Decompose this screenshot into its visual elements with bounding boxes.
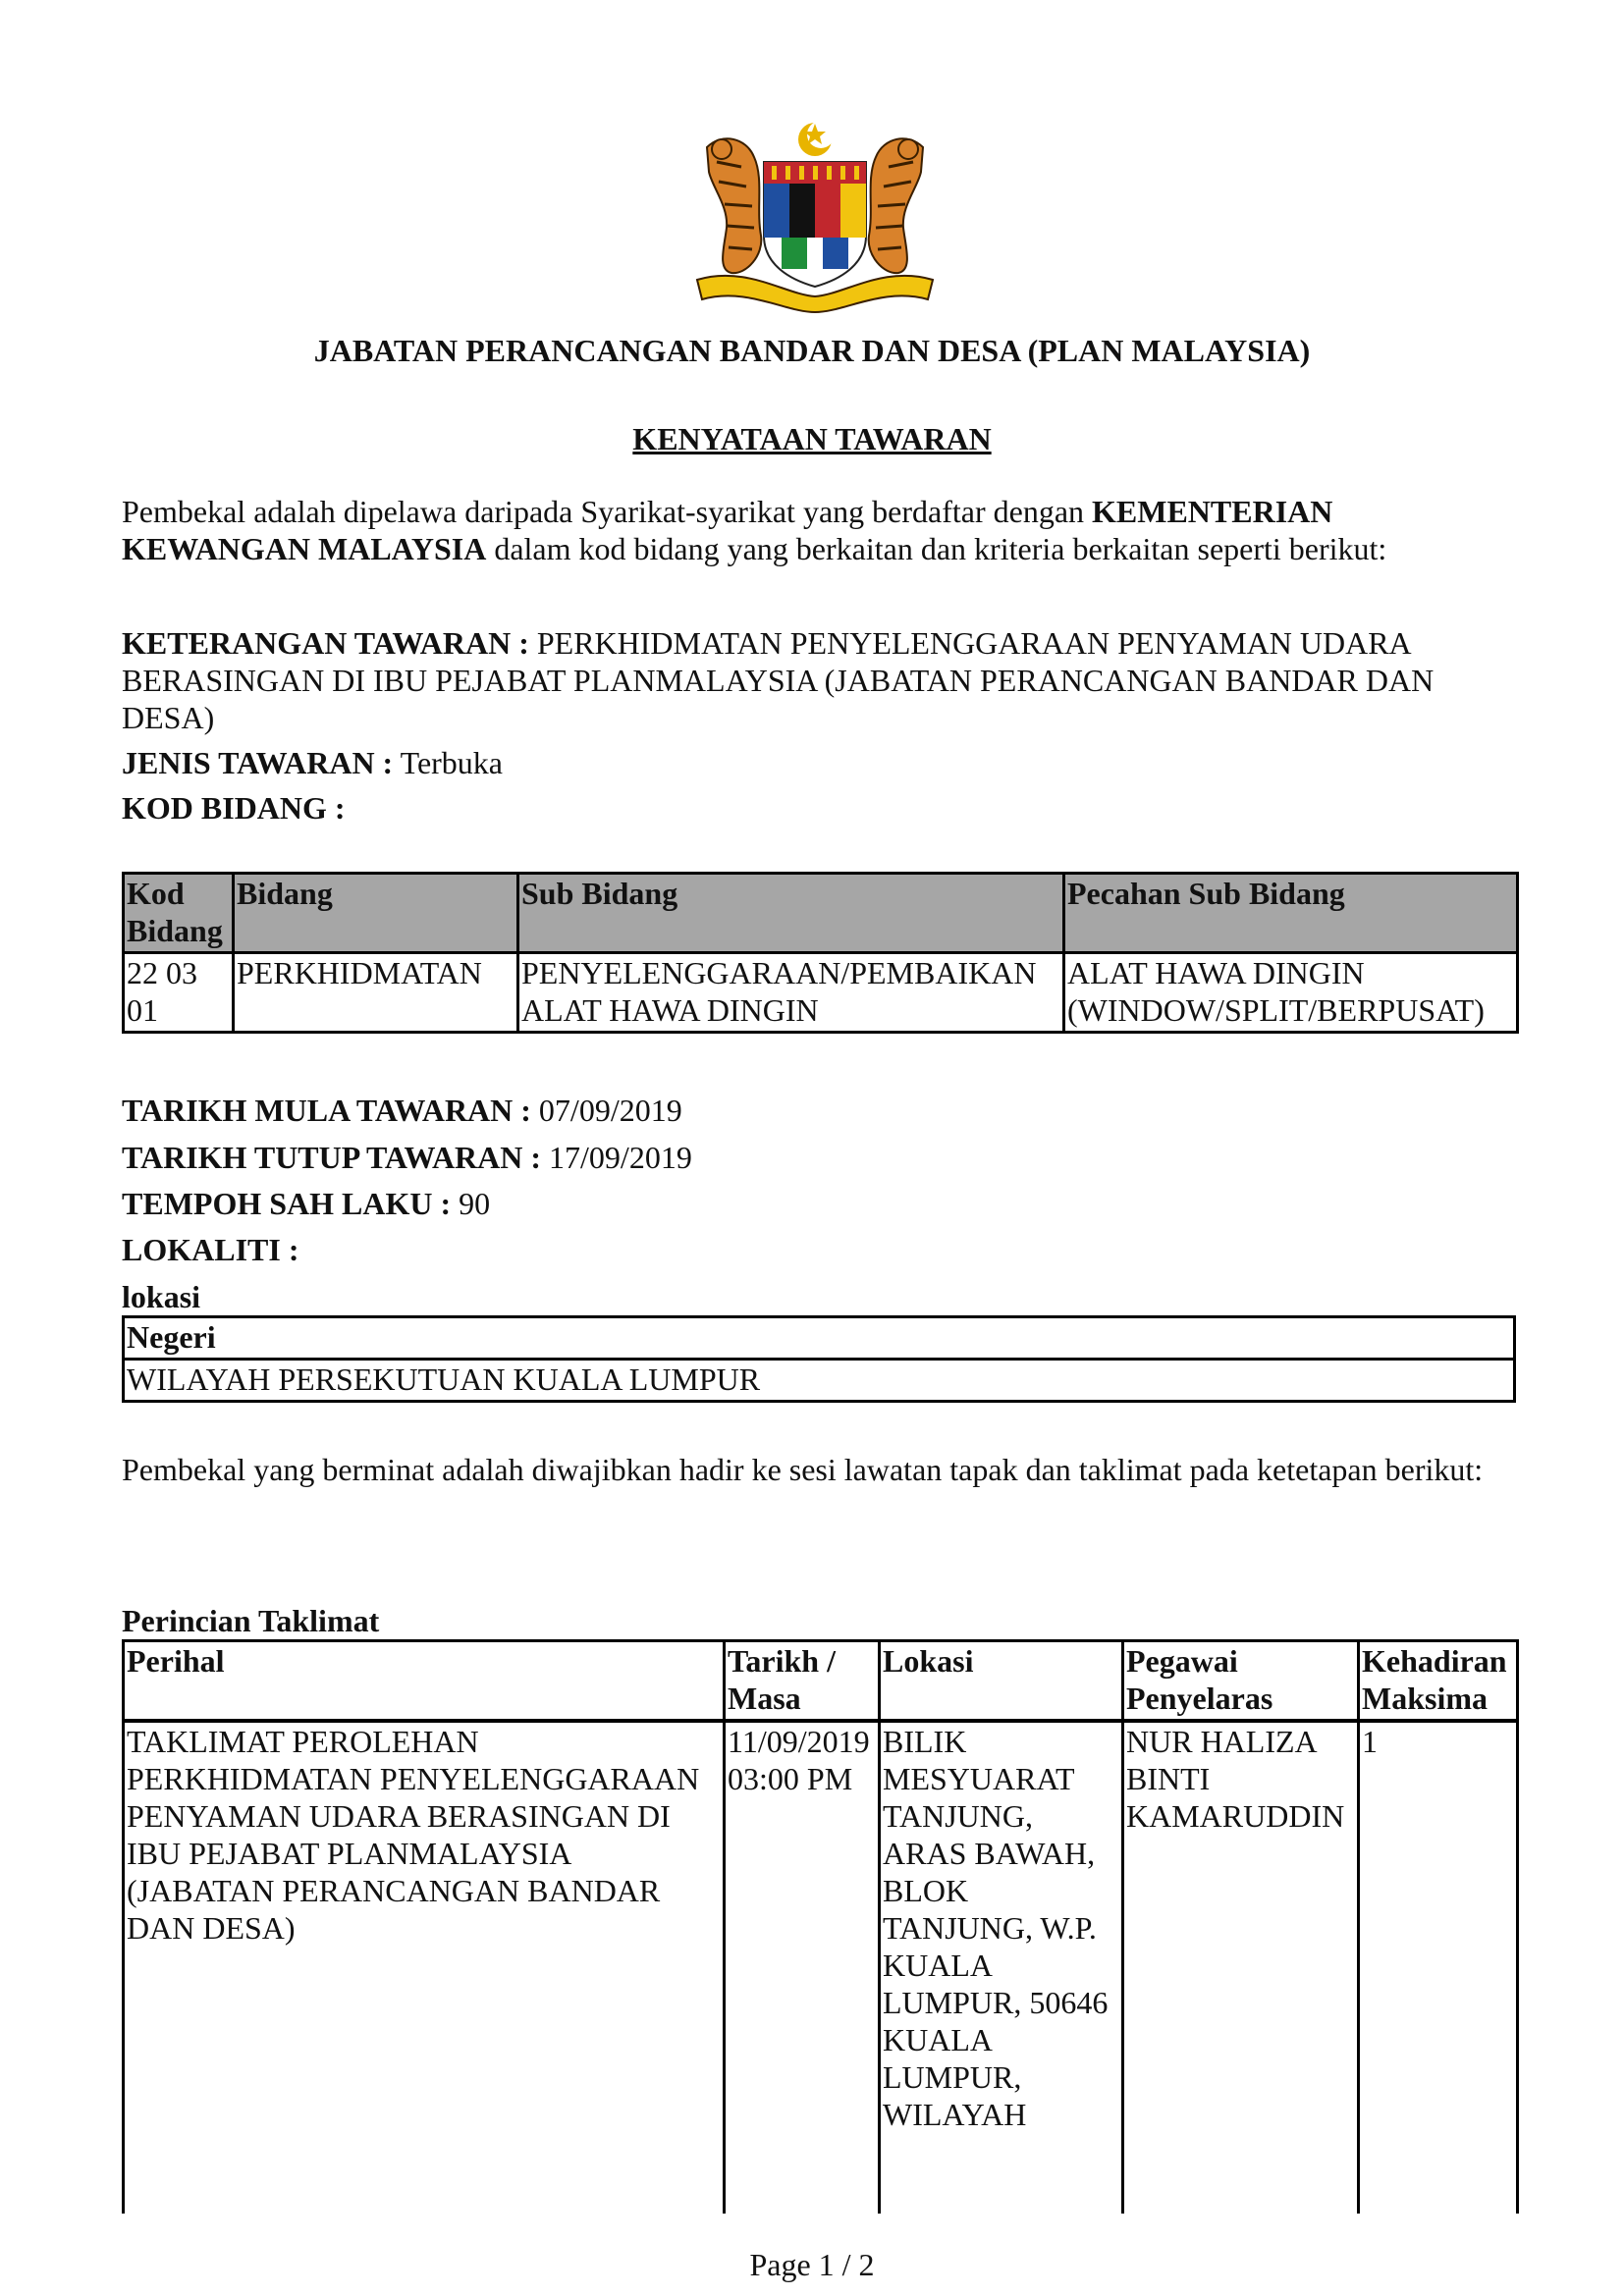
document-title: KENYATAAN TAWARAN: [632, 421, 992, 456]
table-header-row: [124, 1641, 1518, 1722]
tarikh-tutup-label: TARIKH TUTUP TAWARAN :: [122, 1140, 542, 1175]
column-header: Kod Bidang: [124, 874, 234, 953]
table-cell: WILAYAH PERSEKUTUAN KUALA LUMPUR: [124, 1360, 1515, 1402]
table-cell: PENYELENGGARAAN/PEMBAIKAN ALAT HAWA DINGIN: [518, 953, 1064, 1033]
table-header-row: [124, 874, 1518, 953]
column-header: Perihal: [124, 1641, 725, 1722]
keterangan-tawaran: [122, 624, 1516, 736]
column-header: Kehadiran Maksima: [1359, 1641, 1518, 1722]
column-header: Pegawai Penyelaras: [1123, 1641, 1359, 1722]
table-row: [124, 953, 1518, 1033]
tarikh-mula-label: TARIKH MULA TAWARAN :: [122, 1093, 531, 1128]
perincian-taklimat-table: [122, 1639, 1519, 2214]
malaysia-coat-of-arms-icon: [687, 118, 943, 314]
tarikh-mula-value: 07/09/2019: [530, 1093, 682, 1128]
table-cell: TAKLIMAT PEROLEHAN PERKHIDMATAN PENYELENGGARAAN PENYAMAN UDARA BERASINGAN DI IBU PEJABAT PLANMALAYSIA (JABATAN PERANCANGAN BANDAR DAN DESA): [124, 1721, 725, 2214]
tempoh-sah-laku: [122, 1185, 1516, 1222]
column-header: Tarikh / Masa: [725, 1641, 880, 1722]
table-cell: 1: [1359, 1721, 1518, 2214]
column-header: Pecahan Sub Bidang: [1064, 874, 1518, 953]
jenis-tawaran: [122, 744, 1516, 781]
table-cell: 11/09/2019 03:00 PM: [725, 1721, 880, 2214]
column-header: Bidang: [234, 874, 518, 953]
table-row: [124, 1721, 1518, 2214]
tempoh-value: 90: [451, 1186, 491, 1221]
intro-paragraph: [122, 493, 1516, 567]
coat-of-arms-logo: [687, 118, 943, 314]
lokasi-caption: lokasi: [122, 1279, 201, 1314]
tempoh-label: TEMPOH SAH LAKU :: [122, 1186, 452, 1221]
lokaliti-label: LOKALITI :: [122, 1232, 299, 1267]
table-row: [124, 1360, 1515, 1402]
intro-text-after: dalam kod bidang yang berkaitan dan kriteria berkaitan seperti berikut:: [486, 531, 1387, 566]
table-cell: 22 03 01: [124, 953, 234, 1033]
tarikh-mula: [122, 1092, 1516, 1129]
keterangan-label: KETERANGAN TAWARAN :: [122, 625, 529, 661]
kod-bidang-table: [122, 872, 1519, 1034]
table-cell: BILIK MESYUARAT TANJUNG, ARAS BAWAH, BLOK TANJUNG, W.P. KUALA LUMPUR, 50646 KUALA LUMPUR, WILAYAH: [880, 1721, 1123, 2214]
jenis-value: Terbuka: [393, 745, 503, 780]
table-header-row: [124, 1317, 1515, 1360]
column-header: Sub Bidang: [518, 874, 1064, 953]
lokasi-table: [122, 1315, 1516, 1403]
tarikh-tutup: [122, 1139, 1516, 1176]
column-header: Lokasi: [880, 1641, 1123, 1722]
column-header: Negeri: [124, 1317, 1515, 1360]
table-cell: PERKHIDMATAN: [234, 953, 518, 1033]
table-cell: ALAT HAWA DINGIN (WINDOW/SPLIT/BERPUSAT): [1064, 953, 1518, 1033]
keterangan-value: PERKHIDMATAN PENYELENGGARAAN PENYAMAN UDARA BERASINGAN DI IBU PEJABAT PLANMALAYSIA (JABATAN PERANCANGAN BANDAR DAN DESA): [122, 625, 1435, 735]
tarikh-tutup-value: 17/09/2019: [541, 1140, 692, 1175]
intro-text-before: Pembekal adalah dipelawa daripada Syarikat-syarikat yang berdaftar dengan: [122, 494, 1093, 529]
intro-bold-ministry: KEMENTERIAN KEWANGAN MALAYSIA: [122, 494, 1333, 566]
page-number: Page 1 / 2: [749, 2247, 875, 2282]
briefing-note: Pembekal yang berminat adalah diwajibkan hadir ke sesi lawatan tapak dan taklimat pada ketetapan berikut:: [122, 1452, 1484, 1487]
briefing-caption: Perincian Taklimat: [122, 1603, 380, 1638]
kod-bidang-label: KOD BIDANG :: [122, 790, 346, 826]
organization-title: JABATAN PERANCANGAN BANDAR DAN DESA (PLAN MALAYSIA): [313, 333, 1311, 368]
jenis-label: JENIS TAWARAN :: [122, 745, 394, 780]
table-cell: NUR HALIZA BINTI KAMARUDDIN: [1123, 1721, 1359, 2214]
